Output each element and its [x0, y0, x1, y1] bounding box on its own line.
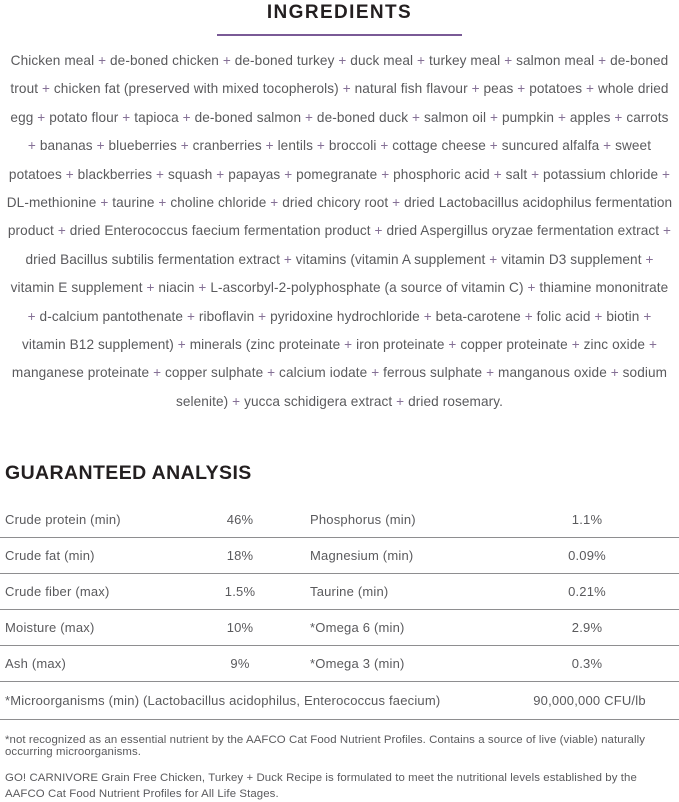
nutrient-label: *Omega 3 (min): [310, 656, 405, 672]
nutrient-label: Taurine (min): [310, 584, 389, 600]
plus-separator: +: [146, 280, 155, 296]
guaranteed-analysis-table: [0, 502, 679, 682]
analysis-row: [0, 502, 679, 538]
nutrient-label: *Omega 6 (min): [310, 620, 405, 636]
nutrient-label: Crude fiber (max): [5, 584, 110, 600]
plus-separator: +: [489, 251, 498, 267]
nutrient-value: 46%: [226, 512, 254, 528]
plus-separator: +: [598, 53, 607, 68]
plus-separator: +: [645, 251, 654, 267]
plus-separator: +: [662, 166, 671, 182]
plus-separator: +: [371, 365, 380, 381]
plus-separator: +: [267, 365, 276, 381]
plus-separator: +: [216, 166, 225, 182]
plus-separator: +: [412, 109, 421, 125]
plus-separator: +: [270, 195, 279, 211]
plus-separator: +: [186, 308, 195, 324]
nutrient-value: 18%: [226, 548, 254, 564]
plus-separator: +: [374, 223, 383, 239]
guaranteed-analysis-title: GUARANTEED ANALYSIS: [5, 462, 252, 485]
ingredients-divider: [217, 34, 462, 36]
plus-separator: +: [180, 138, 189, 154]
plus-separator: +: [517, 81, 526, 97]
nutrient-value: 10%: [226, 620, 254, 636]
plus-separator: +: [153, 365, 162, 381]
plus-separator: +: [663, 223, 672, 239]
plus-separator: +: [177, 337, 186, 353]
plus-separator: +: [486, 365, 495, 381]
plus-separator: +: [448, 337, 457, 353]
plus-separator: +: [381, 166, 390, 182]
plus-separator: +: [614, 109, 623, 125]
plus-separator: +: [198, 280, 207, 296]
plus-separator: +: [265, 138, 274, 154]
nutrient-value: 90,000,000 CFU/lb: [533, 693, 646, 709]
nutrient-label: Moisture (max): [5, 620, 95, 636]
plus-separator: +: [57, 223, 66, 239]
plus-separator: +: [586, 81, 595, 97]
plus-separator: +: [344, 337, 353, 353]
plus-separator: +: [342, 81, 351, 97]
plus-separator: +: [493, 166, 502, 182]
plus-separator: +: [284, 166, 293, 182]
nutrient-label: Phosphorus (min): [310, 512, 416, 528]
plus-separator: +: [96, 138, 105, 154]
plus-separator: +: [316, 138, 325, 154]
nutrient-value: 1.5%: [224, 584, 256, 600]
analysis-row-microorganisms: [0, 682, 679, 720]
plus-separator: +: [527, 280, 536, 296]
plus-separator: +: [65, 166, 74, 182]
plus-separator: +: [571, 337, 580, 353]
nutrient-value: 2.9%: [571, 620, 603, 636]
nutrient-value: 0.3%: [571, 656, 603, 672]
plus-separator: +: [222, 53, 231, 68]
plus-separator: +: [594, 308, 603, 324]
plus-separator: +: [648, 337, 657, 353]
plus-separator: +: [27, 308, 36, 324]
plus-separator: +: [531, 166, 540, 182]
plus-separator: +: [37, 109, 46, 125]
plus-separator: +: [504, 53, 513, 68]
plus-separator: +: [610, 365, 619, 381]
plus-separator: +: [182, 109, 191, 125]
nutrient-label: *Microorganisms (min) (Lactobacillus acidophilus, Enterococcus faecium): [5, 693, 441, 709]
nutrient-value: 0.21%: [568, 584, 606, 600]
nutrient-value: 0.09%: [568, 548, 606, 564]
plus-separator: +: [305, 109, 314, 125]
ingredients-title: INGREDIENTS: [266, 2, 413, 23]
nutrient-label: Crude fat (min): [5, 548, 95, 564]
plus-separator: +: [283, 251, 292, 267]
plus-separator: +: [100, 195, 109, 211]
plus-separator: +: [489, 138, 498, 154]
plus-separator: +: [41, 81, 51, 97]
plus-separator: +: [338, 53, 347, 68]
plus-separator: +: [232, 393, 241, 409]
plus-separator: +: [423, 308, 432, 324]
plus-separator: +: [258, 308, 267, 324]
plus-separator: +: [490, 109, 499, 125]
plus-separator: +: [27, 138, 36, 154]
plus-separator: +: [603, 138, 612, 154]
analysis-row: [0, 538, 679, 574]
nutrient-label: Crude protein (min): [5, 512, 121, 528]
plus-separator: +: [524, 308, 533, 324]
plus-separator: +: [417, 53, 426, 68]
plus-separator: +: [557, 109, 566, 125]
plus-separator: +: [158, 195, 167, 211]
nutrient-value: 1.1%: [571, 512, 603, 528]
footnote-aafco-nutrient: *not recognized as an essential nutrient by the AAFCO Cat Food Nutrient Profiles. Contains a source of live (viable) naturally occurring microorganisms.: [5, 734, 646, 759]
plus-separator: +: [156, 166, 165, 182]
plus-separator: +: [122, 109, 131, 125]
plus-separator: +: [380, 138, 389, 154]
nutrient-value: 9%: [230, 656, 250, 672]
plus-separator: +: [396, 393, 405, 409]
nutrient-label: Magnesium (min): [310, 548, 414, 564]
footnote-formulation-statement: GO! CARNIVORE Grain Free Chicken, Turkey + Duck Recipe is formulated to meet the nutritional levels established by the AAFCO Cat Food Nutrient Profiles for All Life Stages.: [5, 772, 637, 800]
ingredients-text: Chicken meal + de-boned chicken + de-boned turkey + duck meal + turkey meal + salmon meal + de-boned trout + chicken fat (preserved with mixed tocopherols) + natural fish flavour + peas + potatoes + whole dried egg + potato flour + tapioca + de-boned salmon + de-boned duck + salmon oil + pumpkin + apples + carrots + bananas + blueberries + cranberries + lentils + broccoli + cottage cheese + suncured alfalfa + sweet potatoes + blackberries + squash + papayas + pomegranate + phosphoric acid + salt + potassium chloride + DL-methionine + taurine + choline chloride + dried chicory root + dried Lactobacillus acidophilus fermentation product + dried Enterococcus faecium fermentation product + dried Aspergillus oryzae fermentation extract + dried Bacillus subtilis fermentation extract + vitamins (vitamin A supplement + vitamin D3 supplement + vitamin E supplement + niacin + L-ascorbyl-2-polyphosphate (a source of vitamin C) + thiamine mononitrate + d-calcium pantothenate + riboflavin + pyridoxine hydrochloride + beta-carotene + folic acid + biotin + vitamin B12 supplement) + minerals (zinc proteinate + iron proteinate + copper proteinate + zinc oxide + manganese proteinate + copper sulphate + calcium iodate + ferrous sulphate + manganous oxide + sodium selenite) + yucca schidigera extract + dried rosemary.: [6, 53, 673, 409]
plus-separator: +: [471, 81, 480, 97]
analysis-row: [0, 646, 679, 682]
plus-separator: +: [392, 195, 401, 211]
analysis-row: [0, 610, 679, 646]
nutrient-label: Ash (max): [5, 656, 67, 672]
plus-separator: +: [643, 308, 652, 324]
analysis-row: [0, 574, 679, 610]
plus-separator: +: [98, 53, 107, 68]
